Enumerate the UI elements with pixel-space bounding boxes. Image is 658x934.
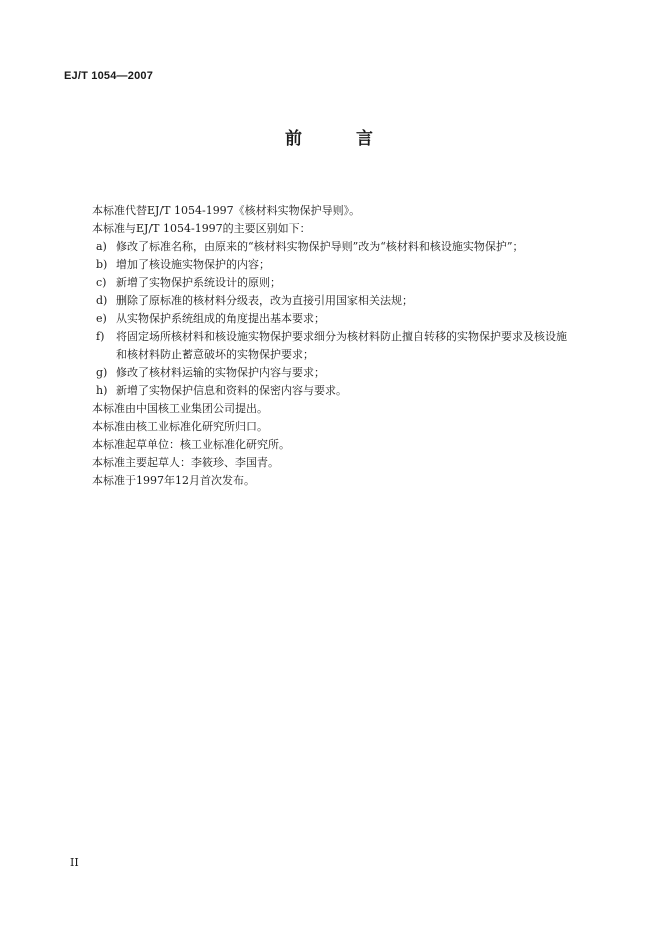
closing-line: 本标准由中国核工业集团公司提出。 bbox=[92, 402, 268, 415]
closing-line: 本标准起草单位：核工业标准化研究所。 bbox=[92, 438, 290, 451]
change-item bbox=[96, 310, 592, 328]
change-item bbox=[96, 238, 592, 256]
change-item bbox=[96, 328, 592, 364]
change-item bbox=[96, 382, 592, 400]
item-text: 从实物保护系统组成的角度提出基本要求； bbox=[116, 312, 325, 325]
item-marker: b) bbox=[96, 258, 108, 271]
item-marker: c) bbox=[96, 276, 107, 289]
change-item bbox=[96, 364, 592, 382]
item-marker: g) bbox=[96, 366, 108, 379]
item-text: 将固定场所核材料和核设施实物保护要求细分为核材料防止擅自转移的实物保护要求及核设施和核材料防止蓄意破坏的实物保护要求； bbox=[116, 330, 567, 361]
item-text: 删除了原标准的核材料分级表，改为直接引用国家相关法规； bbox=[116, 294, 413, 307]
item-marker: a) bbox=[96, 240, 107, 253]
item-marker: f) bbox=[96, 330, 105, 343]
item-marker: h) bbox=[96, 384, 108, 397]
page-number: II bbox=[70, 856, 79, 869]
intro-line: 本标准代替EJ/T 1054-1997《核材料实物保护导则》。 bbox=[92, 204, 361, 217]
intro-line: 本标准与EJ/T 1054-1997的主要区别如下： bbox=[92, 222, 311, 235]
item-text: 增加了核设施实物保护的内容； bbox=[116, 258, 270, 271]
item-text: 新增了实物保护信息和资料的保密内容与要求。 bbox=[116, 384, 347, 397]
item-marker: d) bbox=[96, 294, 108, 307]
page-title: 前 言 bbox=[285, 129, 397, 149]
item-text: 修改了核材料运输的实物保护内容与要求； bbox=[116, 366, 325, 379]
closing-line: 本标准主要起草人：李筱珍、李国青。 bbox=[92, 456, 279, 469]
item-marker: e) bbox=[96, 312, 107, 325]
closing-line: 本标准由核工业标准化研究所归口。 bbox=[92, 420, 268, 433]
foreword-body bbox=[92, 202, 592, 490]
item-text: 修改了标准名称，由原来的“核材料实物保护导则”改为“核材料和核设施实物保护”； bbox=[116, 240, 524, 253]
change-item bbox=[96, 274, 592, 292]
item-text: 新增了实物保护系统设计的原则； bbox=[116, 276, 281, 289]
closing-line: 本标准于1997年12月首次发布。 bbox=[92, 474, 255, 487]
change-item bbox=[96, 256, 592, 274]
document-code: EJ/T 1054—2007 bbox=[64, 70, 154, 82]
change-item bbox=[96, 292, 592, 310]
